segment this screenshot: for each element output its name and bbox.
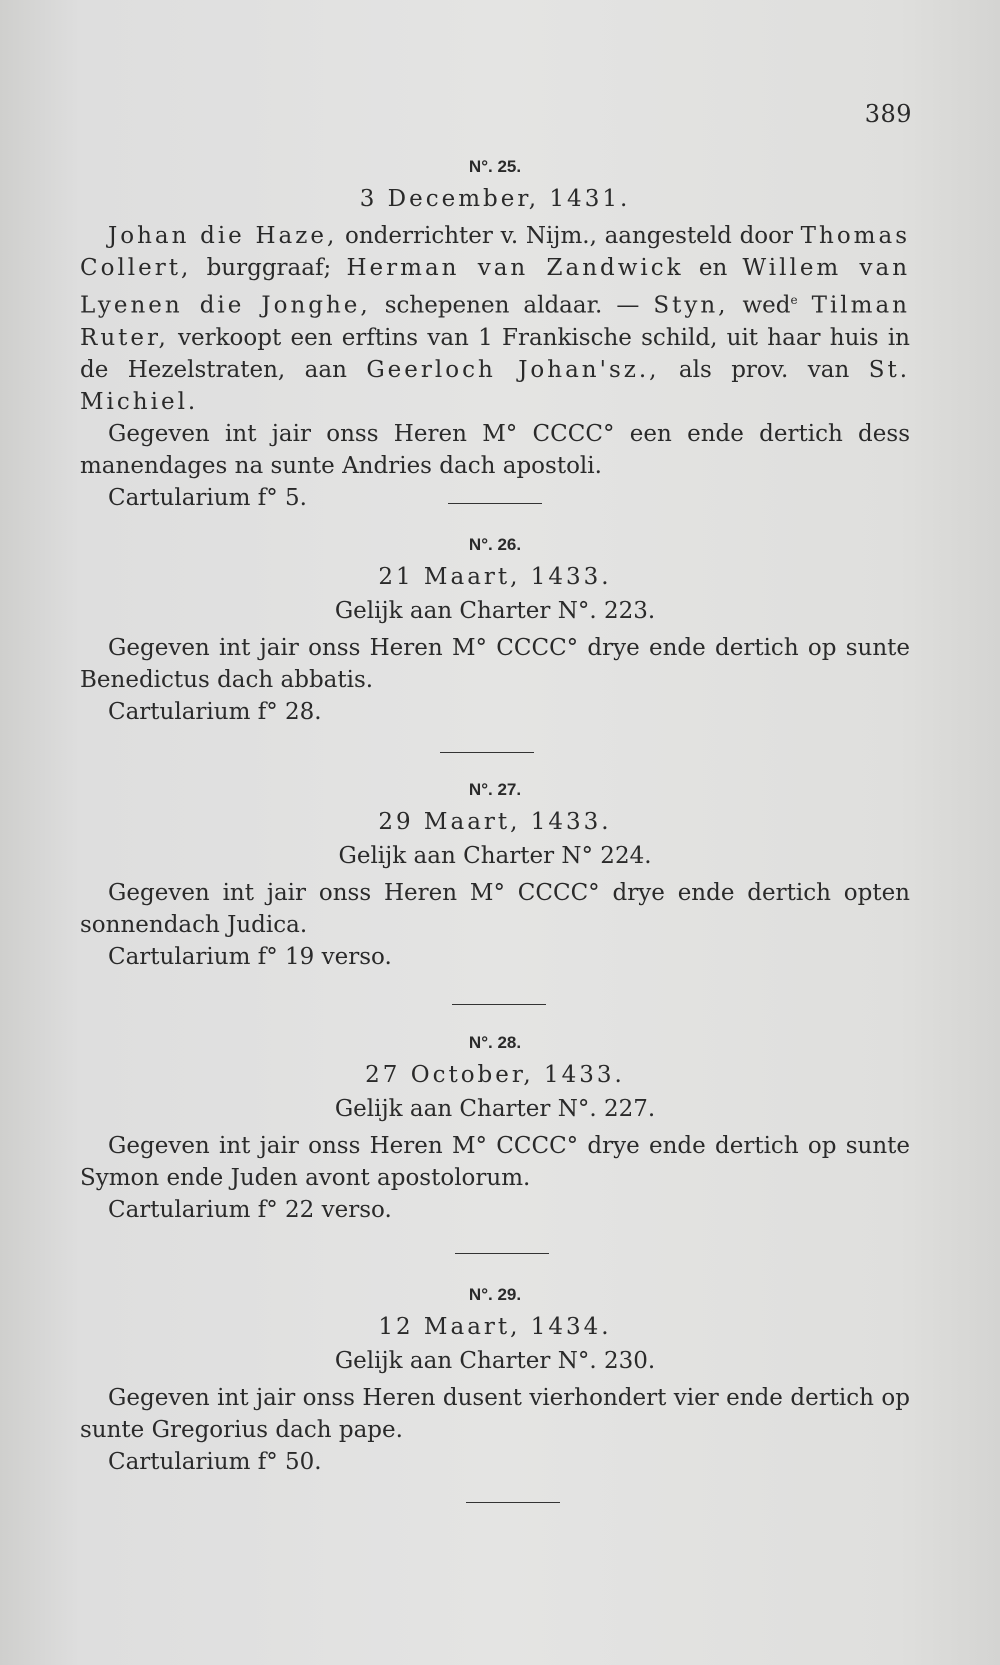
summary-text: als prov. van <box>659 356 869 383</box>
entry-reference: Gelijk aan Charter N°. 223. <box>334 598 656 624</box>
entry-source: Cartularium f° 50. <box>108 1449 322 1475</box>
summary-text: onderrichter v. Nijm., aangesteld door <box>337 223 801 249</box>
summary-text: burggraaf; <box>191 255 347 281</box>
summary-text: en <box>683 255 743 281</box>
entry-reference: Gelijk aan Charter N°. 227. <box>334 1096 656 1122</box>
summary-text: e <box>790 293 798 307</box>
entry-date: 21 Maart, 1433. <box>378 564 612 590</box>
name-text: St. Michiel. <box>80 356 911 415</box>
entry-summary <box>80 220 910 418</box>
entry-number: N°. 28. <box>468 1033 522 1052</box>
entry-date: 12 Maart, 1434. <box>378 1314 612 1340</box>
name-text: Tilman Ruter, <box>80 292 910 351</box>
entry-quote: Gegeven int jair onss Heren M° CCCC° drye ende dertich op sunte Symon ende Juden avont apostolorum. <box>80 1133 910 1191</box>
entry-quote: Gegeven int jair onss Heren dusent vierhondert vier ende dertich op sunte Gregorius dach pape. <box>80 1385 910 1443</box>
entry-quote: Gegeven int jair onss Heren M° CCCC° drye ende dertich op sunte Benedictus dach abbatis. <box>80 635 910 693</box>
name-text: Geerloch Johan'sz., <box>366 356 660 383</box>
entry-number: N°. 29. <box>468 1285 522 1304</box>
entry-quote: Gegeven int jair onss Heren M° CCCC° een ende dertich dess manendages na sunte Andries dach apostoli. <box>80 420 910 479</box>
summary-text: schepenen aldaar. — <box>370 292 654 319</box>
entry-number: N°. 25. <box>468 157 522 176</box>
section-divider <box>466 1502 560 1503</box>
name-text: Styn, <box>653 292 729 319</box>
entry-number: N°. 27. <box>468 780 522 799</box>
section-divider <box>452 1004 546 1005</box>
summary-text: wed <box>728 292 791 319</box>
name-text: Willem van Lyenen die Jonghe, <box>80 255 911 319</box>
entry-25 <box>80 157 910 514</box>
entry-28 <box>80 1033 910 1226</box>
entry-source: Cartularium f° 22 verso. <box>108 1197 392 1223</box>
entry-27 <box>80 780 910 973</box>
section-divider <box>448 503 542 504</box>
entry-quote: Gegeven int jair onss Heren M° CCCC° drye ende dertich opten sonnendach Judica. <box>80 880 910 938</box>
entry-number: N°. 26. <box>468 535 522 554</box>
entry-date: 3 December, 1431. <box>359 186 631 212</box>
entry-source: Cartularium f° 5. <box>108 484 307 511</box>
entry-source: Cartularium f° 28. <box>108 699 322 725</box>
summary-text: verkoopt een erftins van 1 Frankische schild, uit haar huis in de Hezelstraten, aan <box>80 324 910 383</box>
entry-29 <box>80 1285 910 1478</box>
summary-text <box>798 293 812 319</box>
entry-source: Cartularium f° 19 verso. <box>108 944 392 970</box>
section-divider <box>440 752 534 753</box>
name-text: Johan die Haze, <box>108 223 338 249</box>
entry-reference: Gelijk aan Charter N° 224. <box>338 843 652 869</box>
name-text: Thomas Collert, <box>80 223 910 281</box>
page-number: 389 <box>864 100 912 128</box>
name-text: Herman van Zandwick <box>346 255 684 281</box>
entry-date: 29 Maart, 1433. <box>378 809 612 835</box>
entry-date: 27 October, 1433. <box>365 1062 625 1088</box>
entry-reference: Gelijk aan Charter N°. 230. <box>334 1348 656 1374</box>
entry-26 <box>80 535 910 728</box>
section-divider <box>455 1253 549 1254</box>
